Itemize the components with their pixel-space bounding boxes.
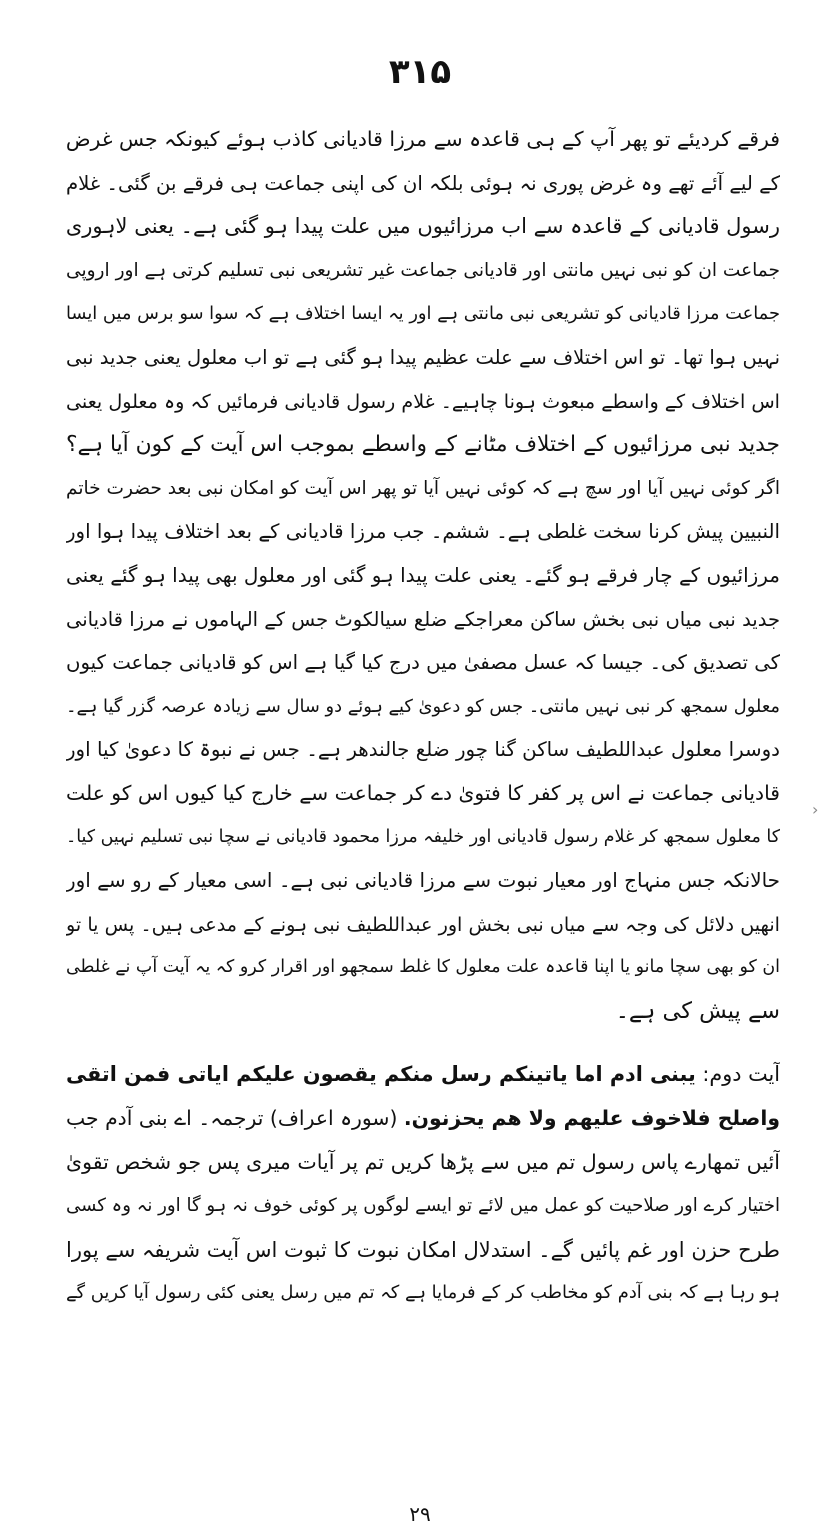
text-line: انھیں دلائل کی وجہ سے میاں نبی بخش اور عبداللطیف نبی ہونے کے مدعی ہیں۔ پس یا تو — [66, 912, 780, 936]
paragraph-2 — [66, 1053, 780, 1315]
translation-start: (سورہ اعراف) ترجمہ۔ اے بنی آدم جب — [66, 1106, 404, 1131]
text-line: اگر کوئی نہیں آیا اور سچ ہے کہ کوئی نہیں آیا تو پھر اس آیت کو امکان نبی بعد حضرت خاتم — [66, 477, 780, 499]
text-line: جدید نبی میاں نبی بخش ساکن معراجکے ضلع سیالکوٹ جس کے الہاموں نے مرزا قادیانی — [66, 607, 780, 631]
verse-intro: آیت دوم: — [695, 1062, 780, 1087]
quranic-verse-part-2: واصلح فلاخوف علیھم ولا ھم یحزنون. — [403, 1106, 780, 1131]
text-line: النبیین پیش کرنا سخت غلطی ہے۔ ششم۔ جب مرزا قادیانی کے بعد اختلاف پیدا ہوا اور — [66, 520, 780, 544]
text-line: جماعت ان کو نبی نہیں مانتی اور قادیانی جماعت غیر تشریعی نبی تسلیم کرتی ہے اور اروپی — [66, 259, 780, 281]
text-line — [66, 1053, 780, 1097]
text-line: جماعت مرزا قادیانی کو تشریعی نبی مانتی ہے اور یہ ایسا اختلاف ہے کہ سوا سو برس میں ایسا — [66, 303, 780, 325]
text-line: قادیانی جماعت نے اس پر کفر کا فتویٰ دے کر جماعت سے خارج کیا کیوں اس کو علت — [66, 780, 780, 805]
text-line: سے پیش کی ہے۔ — [615, 997, 780, 1024]
text-line: آئیں تمھارے پاس رسول تم میں سے پڑھا کریں تم پر آیات میری پس جو شخص تقویٰ — [66, 1149, 780, 1174]
text-line: معلول سمجھ کر نبی نہیں مانتی۔ جس کو دعویٰ کیے ہوئے دو سال سے زیادہ عرصہ گزر گیا ہے۔ — [66, 695, 780, 717]
text-line — [66, 1097, 780, 1141]
text-line: اس اختلاف کے واسطے مبعوث ہونا چاہیے۔ غلام رسول قادیانی فرمائیں کہ وہ معلول یعنی — [66, 389, 780, 413]
paragraph-1 — [66, 118, 780, 1033]
text-line: رسول قادیانی کے قاعدہ سے اب مرزائیوں میں علت پیدا ہو گئی ہے۔ یعنی لاہوری — [66, 214, 780, 239]
text-line: مرزائیوں کے چار فرقے ہو گئے۔ یعنی علت پیدا ہو گئی اور معلول بھی پیدا ہو گئے یعنی — [66, 562, 780, 587]
page-number-bottom: ۲۹ — [409, 1502, 431, 1526]
text-line: اختیار کرے اور صلاحیت کو عمل میں لائے تو ایسے لوگوں پر کوئی خوف نہ ہو گا اور نہ وہ کسی — [66, 1195, 780, 1217]
text-line: نہیں ہوا تھا۔ تو اس اختلاف سے علت عظیم پیدا ہو گئی ہے تو اب معلول یعنی جدید نبی — [66, 345, 780, 369]
text-line: حالانکہ جس منہاج اور معیار نبوت سے مرزا قادیانی نبی ہے۔ اسی معیار کے رو سے اور — [66, 868, 780, 893]
text-line: طرح حزن اور غم پائیں گے۔ استدلال امکان نبوت کا ثبوت اس آیت شریفہ سے پورا — [66, 1236, 780, 1262]
text-line: فرقے کردیئے تو پھر آپ کے ہی قاعدہ سے مرزا قادیانی کاذب ہوئے کیونکہ جس غرض — [66, 127, 780, 151]
text-line: دوسرا معلول عبداللطیف ساکن گنا چور ضلع جالندھر ہے۔ جس نے نبوۃ کا دعویٰ کیا اور — [66, 738, 780, 762]
paragraph-gap — [66, 1033, 780, 1053]
page-number-top: ۳۱۵ — [388, 52, 452, 92]
text-line: ہو رہا ہے کہ بنی آدم کو مخاطب کر کے فرمایا ہے کہ تم میں رسل یعنی کئی رسول آیا کریں گے — [66, 1282, 780, 1304]
margin-mark: › — [812, 800, 819, 819]
document-body — [66, 118, 780, 1315]
text-line: ان کو بھی سچا مانو یا اپنا قاعدہ علت معلول کا غلط سمجھو اور اقرار کرو کہ یہ آیت آپ نے غلطی — [66, 957, 780, 978]
quranic-verse-part-1: یبنی ادم اما یاتینکم رسل منکم یقصون علیکم ایاتی فمن اتقی — [66, 1062, 696, 1087]
text-line: کے لیے آئے تھے وہ غرض پوری نہ ہوئی بلکہ ان کی اپنی جماعت ہی فرقے بن گئی۔ غلام — [66, 171, 780, 195]
text-line: کی تصدیق کی۔ جیسا کہ عسل مصفیٰ میں درج کیا گیا ہے اس کو قادیانی جماعت کیوں — [66, 651, 780, 675]
text-line: کا معلول سمجھ کر غلام رسول قادیانی اور خلیفہ مرزا محمود قادیانی نے سچا نبی تسلیم نہیں کیا۔ — [66, 826, 780, 847]
text-line: جدید نبی مرزائیوں کے اختلاف مٹانے کے واسطے بموجب اس آیت کے کون آیا ہے؟ — [66, 432, 780, 458]
